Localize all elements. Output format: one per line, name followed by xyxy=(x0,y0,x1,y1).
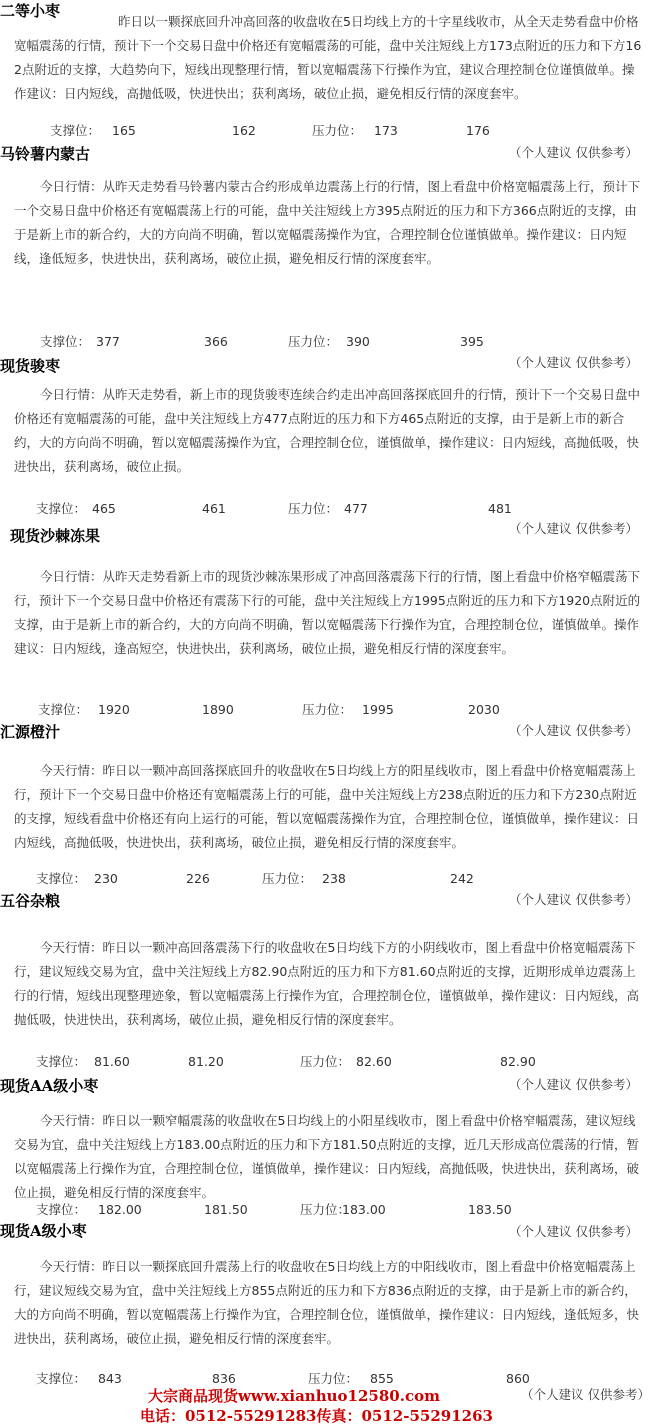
pressure-label: 压力位： xyxy=(308,1371,359,1386)
support-value-1: 81.60 xyxy=(94,1054,130,1069)
pressure-value-2: 82.90 xyxy=(500,1054,536,1069)
pressure-value-1: 82.60 xyxy=(356,1054,392,1069)
disclaimer-note: （个人建议 仅供参考） xyxy=(509,723,638,738)
support-value-2: 836 xyxy=(212,1371,236,1386)
disclaimer-note: （个人建议 仅供参考） xyxy=(509,521,638,536)
pressure-label: 压力位： xyxy=(262,871,313,886)
support-value-2: 226 xyxy=(186,871,210,886)
support-value-2: 181.50 xyxy=(204,1202,248,1217)
section-title: 五谷杂粮 xyxy=(0,892,61,910)
support-label: 支撑位： xyxy=(50,123,101,138)
pressure-label: 压力位： xyxy=(300,1054,351,1069)
disclaimer-note: （个人建议 仅供参考） xyxy=(509,145,638,160)
section-analysis-text: 今天行情：昨日以一颗探底回升震荡上行的收盘收在5日均线上方的中阳线收市，图上看盘中价格宽幅震荡上行，建议短线交易为宜，盘中关注短线上方855点附近的压力和下方836点附近的支撑，由于是新上市的新合约，大的方向尚不明确，暂以宽幅震荡上行操作为宜，合理控制仓位，谨慎做单，操作建议：日内短线，逢低短多，快进快出，获利离场，破位止损，避免相反行情的深度套牢。 xyxy=(14,1259,640,1346)
section-analysis-text: 今日行情：从昨天走势看马铃薯内蒙古合约形成单边震荡上行的行情，图上看盘中价格宽幅震荡上行，预计下一个交易日盘中价格还有宽幅震荡上行的可能，盘中关注短线上方395点附近的压力和下方366点附近的支撑，由于是新上市的新合约，大的方向尚不明确，暂以宽幅震荡操作为宜，合理控制仓位谨慎做单。操作建议：日内短线，逢低短多，快进快出，获利离场，破位止损，避免相反行情的深度套牢。 xyxy=(14,179,641,266)
support-value-1: 230 xyxy=(94,871,118,886)
section-title: 汇源橙汁 xyxy=(0,723,61,741)
footer-website: 大宗商品现货www.xianhuo12580.com xyxy=(148,1387,440,1405)
pressure-label: 压力位： xyxy=(302,702,353,717)
pressure-value-2: 395 xyxy=(460,334,484,349)
support-value-1: 465 xyxy=(92,501,116,516)
support-value-1: 1920 xyxy=(98,702,130,717)
disclaimer-note: （个人建议 仅供参考） xyxy=(509,892,638,907)
support-label: 支撑位： xyxy=(36,1054,87,1069)
pressure-value-2: 2030 xyxy=(468,702,500,717)
support-value-1: 182.00 xyxy=(98,1202,142,1217)
pressure-value-1: 173 xyxy=(374,123,398,138)
pressure-value-1: 477 xyxy=(344,501,368,516)
support-label: 支撑位： xyxy=(36,501,87,516)
pressure-value-2: 242 xyxy=(450,871,474,886)
support-value-1: 377 xyxy=(96,334,120,349)
pressure-value-2: 183.50 xyxy=(468,1202,512,1217)
pressure-value-2: 176 xyxy=(466,123,490,138)
support-value-2: 1890 xyxy=(202,702,234,717)
section-title: 现货AA级小枣 xyxy=(0,1077,99,1095)
support-value-2: 461 xyxy=(202,501,226,516)
support-label: 支撑位： xyxy=(36,1371,87,1386)
pressure-label: 压力位： xyxy=(312,123,363,138)
footer-contact xyxy=(0,1385,660,1428)
section-aa-xiaozao xyxy=(0,1075,660,1220)
support-value-2: 81.20 xyxy=(188,1054,224,1069)
pressure-label: 压力位： xyxy=(300,1202,351,1217)
section-analysis-text: 今天行情：昨日以一颗窄幅震荡的收盘收在5日均线上的小阳星线收市，图上看盘中价格窄幅震荡，建议短线交易为宜，盘中关注短线上方183.00点附近的压力和下方181.50点附近的支撑，近几天形成高位震荡的行情，暂以宽幅震荡上行操作为宜，合理控制仓位，谨慎做单，操作建议：日内短线，高抛低吸，快进快出，获利离场，破位止损，避免相反行情的深度套牢。 xyxy=(14,1113,640,1200)
pressure-value-1: 390 xyxy=(346,334,370,349)
section-title: 现货骏枣 xyxy=(0,357,61,375)
section-title: 二等小枣 xyxy=(0,2,61,20)
section-a-xiaozao xyxy=(0,1222,660,1387)
support-value-1: 165 xyxy=(112,123,136,138)
disclaimer-note: （个人建议 仅供参考） xyxy=(509,1224,638,1239)
support-label: 支撑位： xyxy=(38,702,89,717)
section-wugu-zaliang xyxy=(0,890,660,1075)
section-title: 现货沙棘冻果 xyxy=(10,527,101,545)
pressure-label: 压力位： xyxy=(288,334,339,349)
pressure-value-1: 1995 xyxy=(362,702,394,717)
section-analysis-text: 今日行情：从昨天走势看新上市的现货沙棘冻果形成了冲高回落震荡下行的行情，图上看盘中价格窄幅震荡下行，预计下一个交易日盘中价格还有震荡下行的可能，盘中关注短线上方1995点附近的压力和下方1920点附近的支撑，由于是新上市的新合约，大的方向尚不明确，暂以宽幅震荡下行操作为宜，合理控制仓位，谨慎做单。操作建议：日内短线，逢高短空，快进快出，获利离场，破位止损，避免相反行情的深度套牢。 xyxy=(14,569,641,656)
section-shaji-dongguo xyxy=(0,521,660,721)
pressure-value-1: 183.00 xyxy=(342,1202,386,1217)
disclaimer-note: （个人建议 仅供参考） xyxy=(509,1077,638,1092)
support-value-2: 366 xyxy=(204,334,228,349)
disclaimer-note: （个人建议 仅供参考） xyxy=(509,355,638,370)
support-value-2: 162 xyxy=(232,123,256,138)
pressure-value-1: 238 xyxy=(322,871,346,886)
section-erdeng-xiaozao xyxy=(0,0,660,140)
pressure-label: 压力位： xyxy=(288,501,339,516)
section-potato-neimenggu xyxy=(0,143,660,353)
disclaimer-note: （个人建议 仅供参考） xyxy=(521,1387,650,1402)
support-label: 支撑位： xyxy=(36,871,87,886)
section-analysis-text: 今日行情：从昨天走势看，新上市的现货骏枣连续合约走出冲高回落探底回升的行情，预计下一个交易日盘中价格还有宽幅震荡的可能，盘中关注短线上方477点附近的压力和下方465点附近的支撑，由于是新上市的新合约，大的方向尚不明确，暂以宽幅震荡操作为宜，合理控制仓位，谨慎做单，操作建议：日内短线，高抛低吸，快进快出，获利离场，破位止损。 xyxy=(14,387,641,474)
section-title: 现货A级小枣 xyxy=(0,1222,87,1240)
section-analysis-text: 昨日以一颗探底回升冲高回落的收盘收在5日均线上方的十字星线收市，从全天走势看盘中价格宽幅震荡的行情，预计下一个交易日盘中价格还有宽幅震荡的可能，盘中关注短线上方173点附近的压力和下方162点附近的支撑，大趋势向下，短线出现整理行情，暂以宽幅震荡下行操作为宜，建议合理控制仓位谨慎做单。操作建议：日内短线，高抛低吸，快进快出；获利离场，破位止损，避免相反行情的深度套牢。 xyxy=(14,14,642,101)
pressure-value-2: 481 xyxy=(488,501,512,516)
support-label: 支撑位： xyxy=(40,334,91,349)
footer-phone-fax: 电话：0512-55291283传真：0512-55291263 xyxy=(140,1407,493,1425)
section-analysis-text: 今天行情：昨日以一颗冲高回落震荡下行的收盘收在5日均线下方的小阴线收市，图上看盘中价格宽幅震荡下行，建议短线交易为宜，盘中关注短线上方82.90点附近的压力和下方81.60点附近的支撑，近期形成单边震荡上行的行情，短线出现整理迹象，暂以宽幅震荡上行操作为宜，合理控制仓位，谨慎做单，操作建议：日内短线，高抛低吸，快进快出，获利离场，破位止损，避免相反行情的深度套牢。 xyxy=(14,940,640,1027)
pressure-value-2: 860 xyxy=(506,1371,530,1386)
support-value-1: 843 xyxy=(98,1371,122,1386)
section-title: 马铃薯内蒙古 xyxy=(0,145,91,163)
section-huiyuan-chengzhi xyxy=(0,721,660,886)
pressure-value-1: 855 xyxy=(370,1371,394,1386)
section-junzao xyxy=(0,355,660,520)
section-analysis-text: 今天行情：昨日以一颗冲高回落探底回升的收盘收在5日均线上方的阳星线收市，图上看盘中价格宽幅震荡上行，预计下一个交易日盘中价格还有宽幅震荡上行的可能，盘中关注短线上方238点附近的压力和下方230点附近的支撑，短线看盘中价格还有向上运行的可能，暂以宽幅震荡操作为宜，合理控制仓位，谨慎做单，操作建议：日内短线，高抛低吸，快进快出，获利离场，破位止损，避免相反行情的深度套牢。 xyxy=(14,763,640,850)
support-label: 支撑位： xyxy=(36,1202,87,1217)
